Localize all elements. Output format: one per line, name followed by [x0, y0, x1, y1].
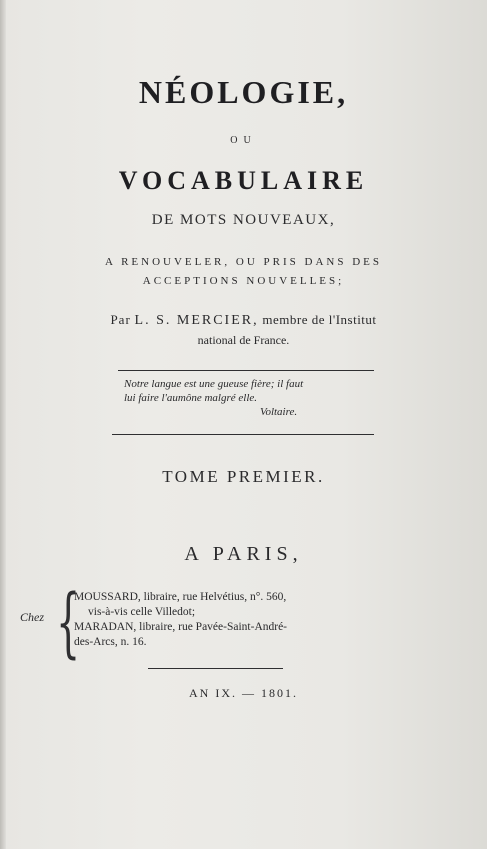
book-gutter: [0, 0, 6, 849]
author-line: [0, 312, 487, 329]
publisher-2: MARADAN, libraire, rue Pavée-Saint-André-: [74, 621, 288, 633]
imprint-rule: [148, 668, 283, 669]
publisher-2-address: des-Arcs, n. 16.: [74, 636, 147, 648]
author-name: L. S. MERCIER,: [134, 313, 259, 328]
subtitle-line-2: DE MOTS NOUVEAUX,: [151, 212, 336, 228]
title-conjunction: OU: [230, 135, 257, 146]
epigraph-rule-top: [118, 370, 374, 371]
subtitle-line-3: A RENOUVELER, OU PRIS DANS DES: [104, 256, 383, 268]
subtitle-line-4: ACCEPTIONS NOUVELLES;: [142, 275, 345, 287]
epigraph-attribution: Voltaire.: [259, 406, 298, 418]
epigraph-line-1: Notre langue est une gueuse fière; il faut: [124, 378, 304, 390]
book-subtitle: VOCABULAIRE: [118, 166, 369, 195]
book-title: NÉOLOGIE,: [138, 74, 349, 110]
imprint-brace: {: [56, 577, 81, 666]
imprint-block: [74, 590, 287, 650]
volume-label: TOME PREMIER.: [162, 467, 325, 486]
imprint-chez: Chez: [20, 610, 44, 624]
publisher-1-address: vis-à-vis celle Villedot;: [88, 606, 196, 618]
publisher-1: MOUSSARD, libraire, rue Helvétius, n°. 560,: [74, 591, 287, 603]
author-role-continued: national de France.: [197, 333, 290, 347]
author-role: membre de l'Institut: [262, 312, 377, 327]
author-prefix: Par: [110, 312, 131, 327]
epigraph-rule-bottom: [112, 434, 374, 435]
epigraph-line-2: lui faire l'aumône malgré elle.: [124, 392, 258, 404]
publication-city: A PARIS,: [184, 543, 303, 565]
epigraph: [124, 377, 303, 419]
publication-date: AN IX. — 1801.: [189, 686, 298, 700]
